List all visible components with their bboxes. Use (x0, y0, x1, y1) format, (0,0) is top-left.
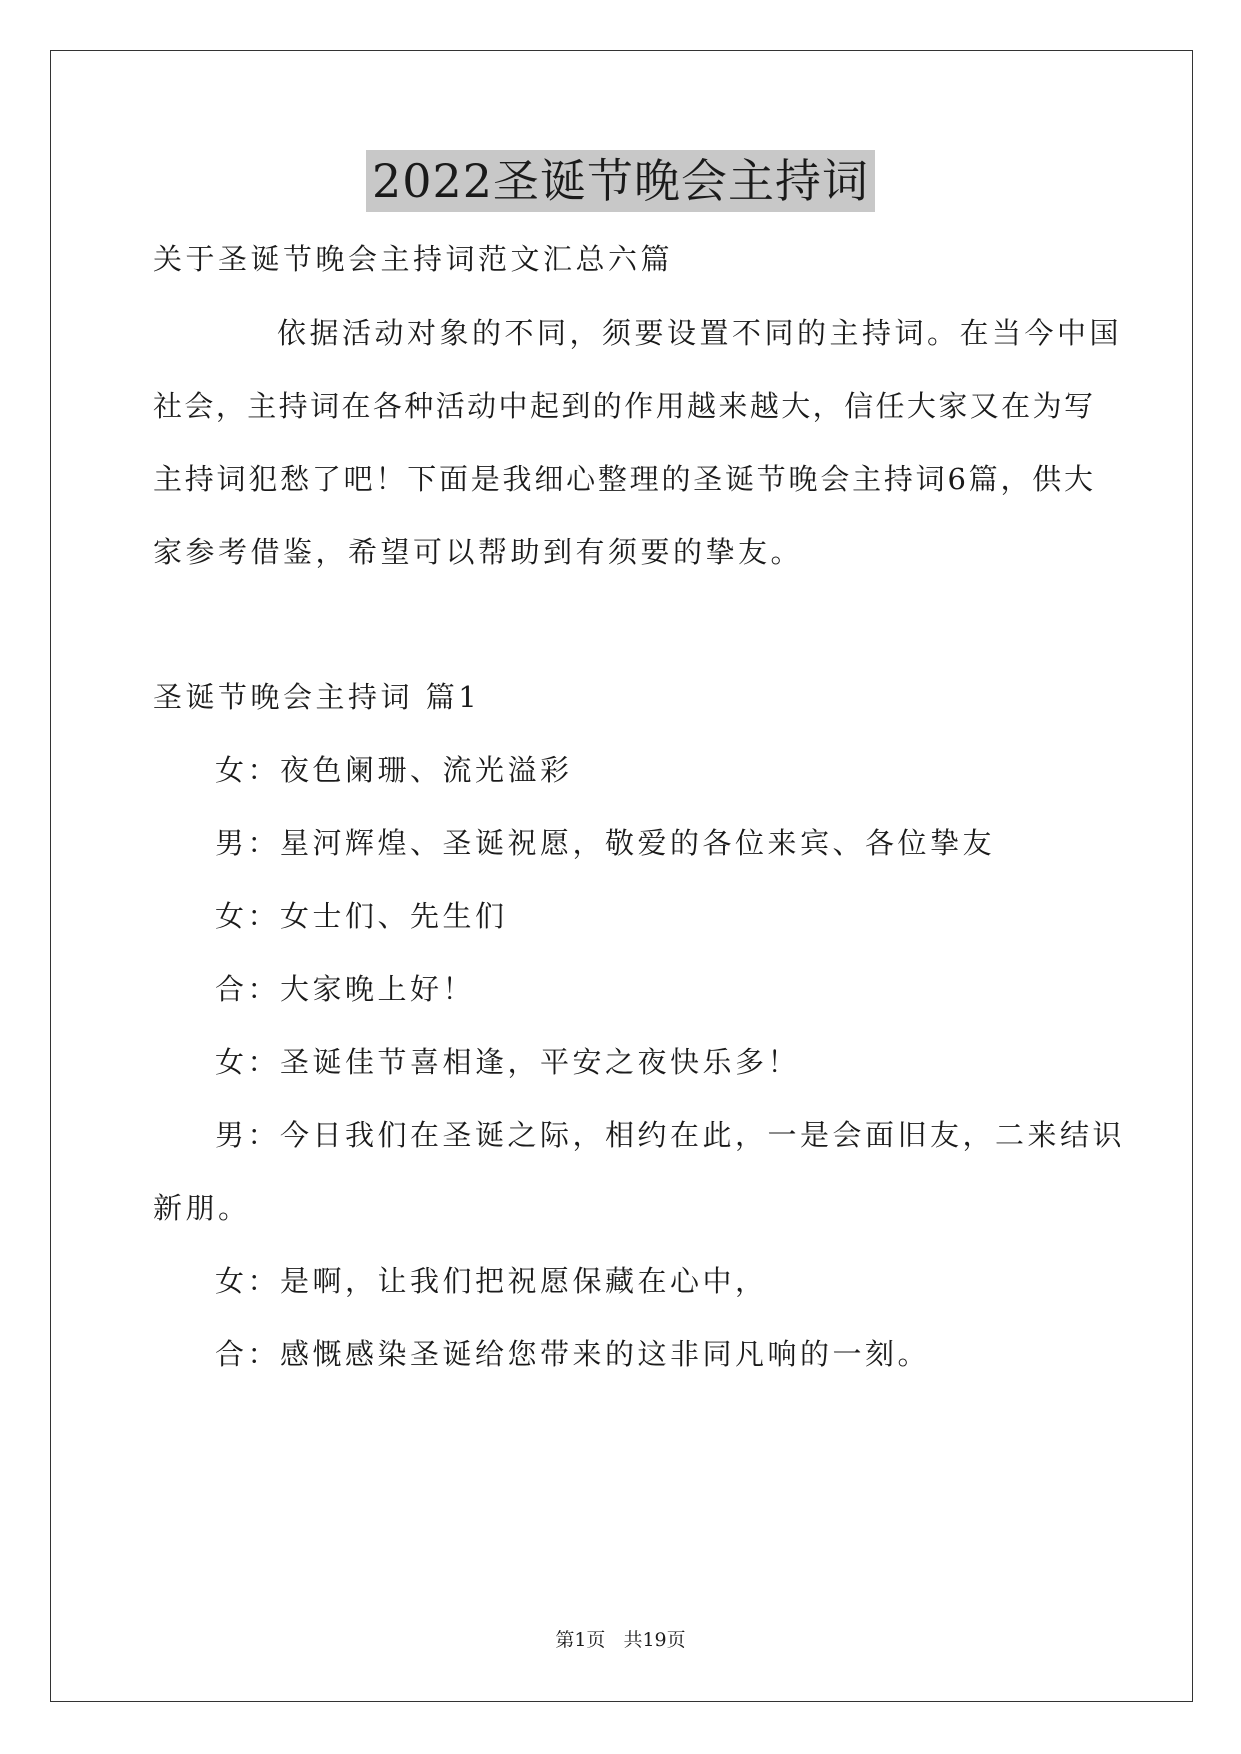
dialogue-line-4: 合：大家晚上好！ (215, 972, 476, 1006)
dialogue-line-2: 男：星河辉煌、圣诞祝愿，敬爱的各位来宾、各位挚友 (215, 826, 996, 860)
dialogue-line-6: 男：今日我们在圣诞之际，相约在此，一是会面旧友，二来结识 (215, 1118, 1126, 1152)
document-title: 2022圣诞节晚会主持词 (366, 150, 875, 212)
page-footer (0, 1628, 1241, 1652)
dialogue-line-3: 女：女士们、先生们 (215, 899, 508, 933)
title-container (0, 150, 1241, 212)
intro-line-3: 主持词犯愁了吧！下面是我细心整理的圣诞节晚会主持词6篇，供大 (153, 462, 1093, 496)
dialogue-line-1: 女：夜色阑珊、流光溢彩 (215, 753, 573, 787)
dialogue-line-8: 女：是啊，让我们把祝愿保藏在心中， (215, 1264, 768, 1298)
document-subtitle: 关于圣诞节晚会主持词范文汇总六篇 (153, 242, 674, 276)
intro-line-1: 依据活动对象的不同，须要设置不同的主持词。在当今中国 (277, 316, 1123, 350)
page-number-current: 第1页 (555, 1629, 606, 1651)
page-number-total: 共19页 (623, 1629, 686, 1651)
dialogue-line-7: 新朋。 (153, 1191, 251, 1225)
page-border (50, 50, 1193, 1702)
intro-line-2: 社会，主持词在各种活动中起到的作用越来越大，信任大家又在为写 (153, 389, 1093, 423)
dialogue-line-5: 女：圣诞佳节喜相逢，平安之夜快乐多！ (215, 1045, 801, 1079)
section-heading: 圣诞节晚会主持词 篇1 (153, 680, 481, 714)
intro-line-4: 家参考借鉴，希望可以帮助到有须要的挚友。 (153, 535, 804, 569)
dialogue-line-9: 合：感慨感染圣诞给您带来的这非同凡响的一刻。 (215, 1337, 931, 1371)
